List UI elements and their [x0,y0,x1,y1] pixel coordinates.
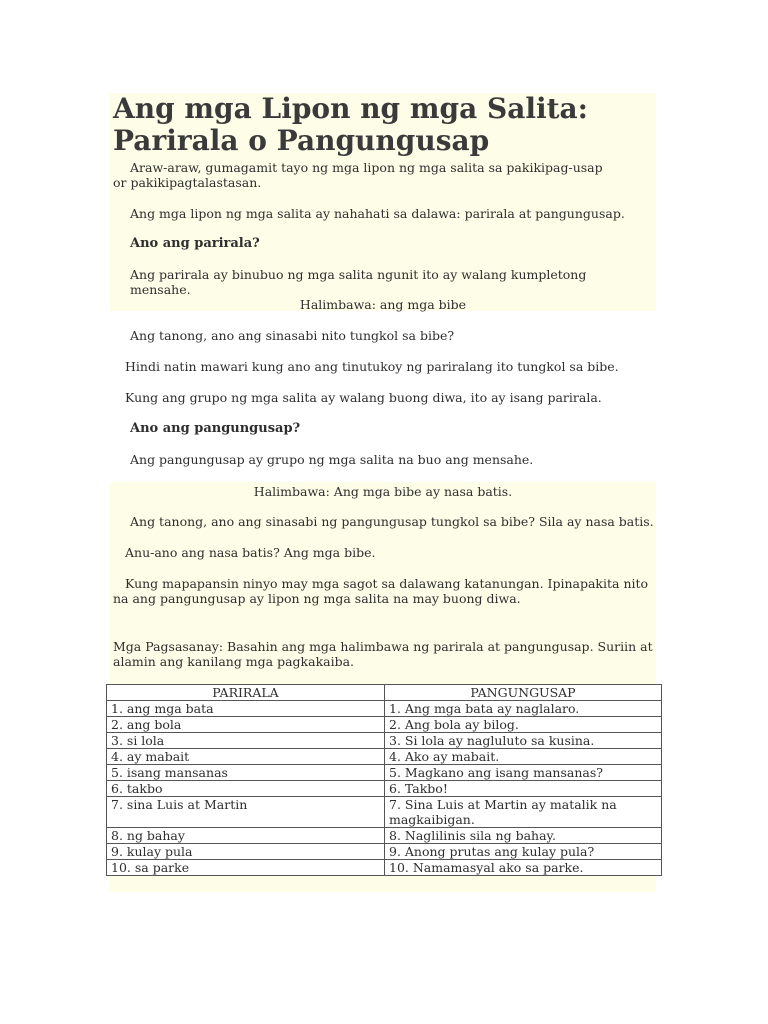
hindi-paragraph: Hindi natin mawari kung ano ang tinutukoy ng pariralang ito tungkol sa bibe. [125,359,619,374]
parirala-cell: 8. ng bahay [107,828,385,844]
pangungusap-cell: 6. Takbo! [385,781,662,797]
pangungusap-example: Halimbawa: Ang mga bibe ay nasa batis. [253,484,513,499]
parirala-cell: 3. si lola [107,733,385,749]
table-header-row [107,685,662,701]
parirala-cell: 5. isang mansanas [107,765,385,781]
intro-paragraph: Araw-araw, gumagamit tayo ng mga lipon ng mga salita sa pakikipag-usap or pakikipagtalastasan. [113,160,603,190]
parirala-example: Halimbawa: ang mga bibe [299,297,467,312]
parirala-definition: Ang parirala ay binubuo ng mga salita ngunit ito ay walang kumpletong mensahe. [130,267,587,297]
examples-table [106,684,662,876]
tanong-paragraph-1: Ang tanong, ano ang sinasabi nito tungkol sa bibe? [130,328,455,343]
table-row [107,717,662,733]
pangungusap-definition: Ang pangungusap ay grupo ng mga salita na buo ang mensahe. [130,452,534,467]
parirala-cell: 2. ang bola [107,717,385,733]
page-title [113,93,653,157]
title-line-2: Parirala o Pangungusap [113,124,490,157]
pangungusap-cell: 3. Si lola ay nagluluto sa kusina. [385,733,662,749]
pangungusap-cell: 9. Anong prutas ang kulay pula? [385,844,662,860]
pangungusap-heading: Ano ang pangungusap? [130,421,301,436]
parirala-cell: 10. sa parke [107,860,385,876]
kung-grupo-paragraph: Kung ang grupo ng mga salita ay walang buong diwa, ito ay isang parirala. [125,390,602,405]
table-row [107,701,662,717]
table-row [107,828,662,844]
pangungusap-cell: 7. Sina Luis at Martin ay matalik na magkaibigan. [385,797,662,828]
pangungusap-cell: 2. Ang bola ay bilog. [385,717,662,733]
kung-mapapansin-paragraph: Kung mapapansin ninyo may mga sagot sa dalawang katanungan. Ipinapakita nito na ang pangungusap ay lipon ng mga salita na may buong diwa. [113,576,649,606]
pagsasanay-paragraph: Mga Pagsasanay: Basahin ang mga halimbawa ng parirala at pangungusap. Suriin at alamin ang kanilang mga pagkakaiba. [113,639,653,669]
nahati-paragraph: Ang mga lipon ng mga salita ay nahahati sa dalawa: parirala at pangungusap. [130,206,625,221]
table-row [107,844,662,860]
table-row [107,860,662,876]
parirala-cell: 1. ang mga bata [107,701,385,717]
pangungusap-cell: 1. Ang mga bata ay naglalaro. [385,701,662,717]
header-parirala: PARIRALA [107,685,385,701]
table-row [107,781,662,797]
pangungusap-cell: 10. Namamasyal ako sa parke. [385,860,662,876]
anu-ano-paragraph: Anu-ano ang nasa batis? Ang mga bibe. [125,545,376,560]
title-line-1: Ang mga Lipon ng mga Salita: [113,92,589,125]
pangungusap-cell: 8. Naglilinis sila ng bahay. [385,828,662,844]
header-pangungusap: PANGUNGUSAP [385,685,662,701]
parirala-cell: 7. sina Luis at Martin [107,797,385,828]
table-row [107,749,662,765]
table-row [107,765,662,781]
tanong-paragraph-2: Ang tanong, ano ang sinasabi ng pangungusap tungkol sa bibe? Sila ay nasa batis. [130,514,654,529]
table-row [107,733,662,749]
parirala-cell: 4. ay mabait [107,749,385,765]
pangungusap-cell: 4. Ako ay mabait. [385,749,662,765]
table-row [107,797,662,828]
pangungusap-cell: 5. Magkano ang isang mansanas? [385,765,662,781]
parirala-cell: 9. kulay pula [107,844,385,860]
parirala-cell: 6. takbo [107,781,385,797]
parirala-heading: Ano ang parirala? [130,236,260,251]
